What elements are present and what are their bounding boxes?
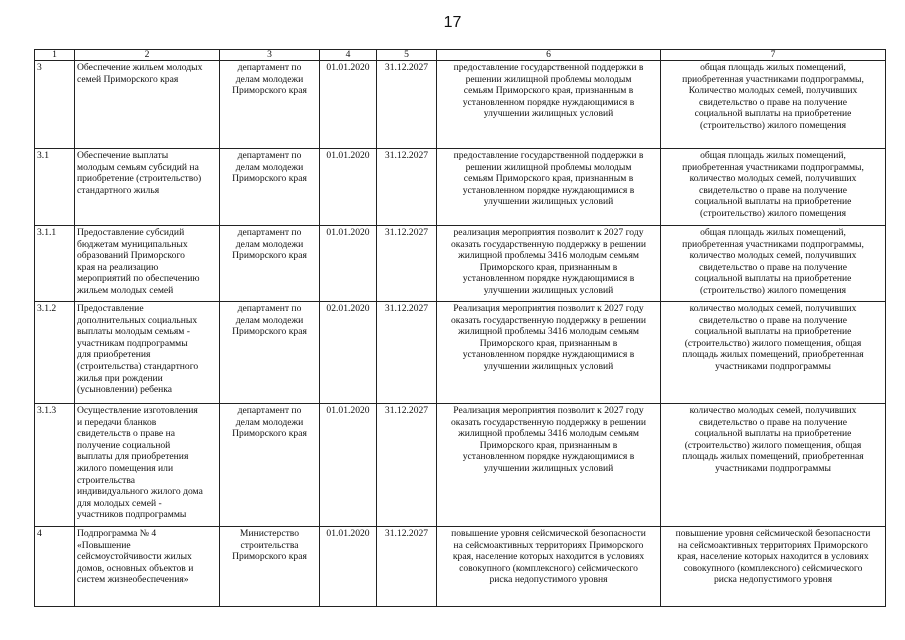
end-date: 31.12.2027 [377, 149, 437, 226]
start-date: 01.01.2020 [320, 226, 377, 302]
column-header-2: 2 [75, 50, 220, 61]
start-date: 01.01.2020 [320, 149, 377, 226]
header-row [35, 50, 886, 61]
end-date: 31.12.2027 [377, 527, 437, 607]
program-activities-table [34, 49, 886, 607]
table-row [35, 404, 886, 527]
responsible-executor: департамент по делам молодежи Приморского края [232, 227, 307, 262]
expected-result: предоставление государственной поддержки в решении жилищной проблемы молодым семьям Приморского края, признанным в установленном порядке нуждающимися в улучшении жилищных условий [453, 150, 644, 208]
activity-name: Подпрограмма № 4 «Повышение сейсмоустойчивости жилых домов, основных объектов и систем жизнеобеспечения» [77, 528, 194, 586]
responsible-executor: департамент по делам молодежи Приморского края [232, 62, 307, 97]
end-date: 31.12.2027 [377, 404, 437, 527]
responsible-executor: департамент по делам молодежи Приморского края [232, 150, 307, 185]
responsible-executor: департамент по делам молодежи Приморского края [232, 303, 307, 338]
activity-name: Предоставление дополнительных социальных выплаты молодым семьям - участникам подпрограммы для приобретения (строительства) стандартного жилья при рождении (усыновлении) ребенка [77, 303, 199, 396]
table-row [35, 527, 886, 607]
row-number: 3.1 [35, 149, 75, 226]
column-header-1: 1 [35, 50, 75, 61]
table-row [35, 149, 886, 226]
activity-name: Обеспечение выплаты молодым семьям субсидий на приобретение (строительство) стандартного жилья [77, 150, 202, 196]
row-number: 3.1.1 [35, 226, 75, 302]
activity-name: Предоставление субсидий бюджетам муниципальных образований Приморского края на реализацию мероприятий по обеспечению жильем молодых семей [77, 227, 200, 296]
column-header-6: 6 [437, 50, 661, 61]
indicator: повышение уровня сейсмической безопасности на сейсмоактивных территориях Приморского края, население которых находится в условиях совокупного (комплексного) сейсмического риска недопустимого уровня [675, 528, 871, 586]
activity-name: Осуществление изготовления и передачи бланков свидетельств о праве на получение социальной выплаты для приобретения жилого помещения или строительства индивидуального жилого дома для молодых семей - участников подпрограммы [77, 405, 203, 521]
column-header-5: 5 [377, 50, 437, 61]
page-number: 17 [443, 14, 462, 31]
end-date: 31.12.2027 [377, 302, 437, 404]
start-date: 01.01.2020 [320, 404, 377, 527]
expected-result: повышение уровня сейсмической безопасности на сейсмоактивных территориях Приморского края, население которых находится в условиях совокупного (комплексного) сейсмического риска недопустимого уровня [451, 528, 646, 586]
table-row [35, 61, 886, 149]
table-row [35, 226, 886, 302]
expected-result: реализация мероприятия позволит к 2027 году оказать государственную поддержку в решении жилищной проблемы 3416 молодым семьям Приморского края, признанным в установленном порядке нуждающимися в улучшении жилищных условий [451, 227, 646, 296]
indicator: общая площадь жилых помещений, приобретенная участниками подпрограммы, количество молодых семей, получивших свидетельство о праве на получение социальной выплаты на приобретение (строительство) жилого помещения [682, 227, 864, 296]
indicator: общая площадь жилых помещений, приобретенная участниками подпрограммы, Количество молодых семей, получивших свидетельство о праве на получение социальной выплаты на приобретение (строительство) жилого помещения [682, 62, 864, 131]
expected-result: предоставление государственной поддержки в решении жилищной проблемы молодым семьям Приморского края, признанным в установленном порядке нуждающимися в улучшении жилищных условий [453, 62, 644, 120]
end-date: 31.12.2027 [377, 61, 437, 149]
start-date: 01.01.2020 [320, 61, 377, 149]
activity-name: Обеспечение жильем молодых семей Приморского края [77, 62, 203, 85]
indicator: количество молодых семей, получивших свидетельство о праве на получение социальной выплаты на приобретение (строительство) жилого помещения, общая площадь жилых помещений, приобретенная участниками подпрограммы [682, 405, 864, 474]
row-number: 3.1.2 [35, 302, 75, 404]
row-number: 3 [35, 61, 75, 149]
indicator: общая площадь жилых помещений, приобретенная участниками подпрограммы, количество молодых семей, получивших свидетельство о праве на получение социальной выплаты на приобретение (строительство) жилого помещения [682, 150, 864, 219]
expected-result: Реализация мероприятия позволит к 2027 году оказать государственную поддержку в решении жилищной проблемы 3416 молодым семьям Приморского края, признанным в установленном порядке нуждающимися в улучшении жилищных условий [451, 303, 646, 372]
indicator: количество молодых семей, получивших свидетельство о праве на получение социальной выплаты на приобретение (строительство) жилого помещения, общая площадь жилых помещений, приобретенная участниками подпрограммы [682, 303, 864, 372]
table-row [35, 302, 886, 404]
expected-result: Реализация мероприятия позволит к 2027 году оказать государственную поддержку в решении жилищной проблемы 3416 молодым семьям Приморского края, признанным в установленном порядке нуждающимися в улучшении жилищных условий [451, 405, 646, 474]
row-number: 3.1.3 [35, 404, 75, 527]
column-header-3: 3 [220, 50, 320, 61]
column-header-4: 4 [320, 50, 377, 61]
row-number: 4 [35, 527, 75, 607]
column-header-7: 7 [661, 50, 886, 61]
start-date: 02.01.2020 [320, 302, 377, 404]
responsible-executor: Министерство строительства Приморского края [232, 528, 307, 563]
responsible-executor: департамент по делам молодежи Приморского края [232, 405, 307, 440]
end-date: 31.12.2027 [377, 226, 437, 302]
start-date: 01.01.2020 [320, 527, 377, 607]
